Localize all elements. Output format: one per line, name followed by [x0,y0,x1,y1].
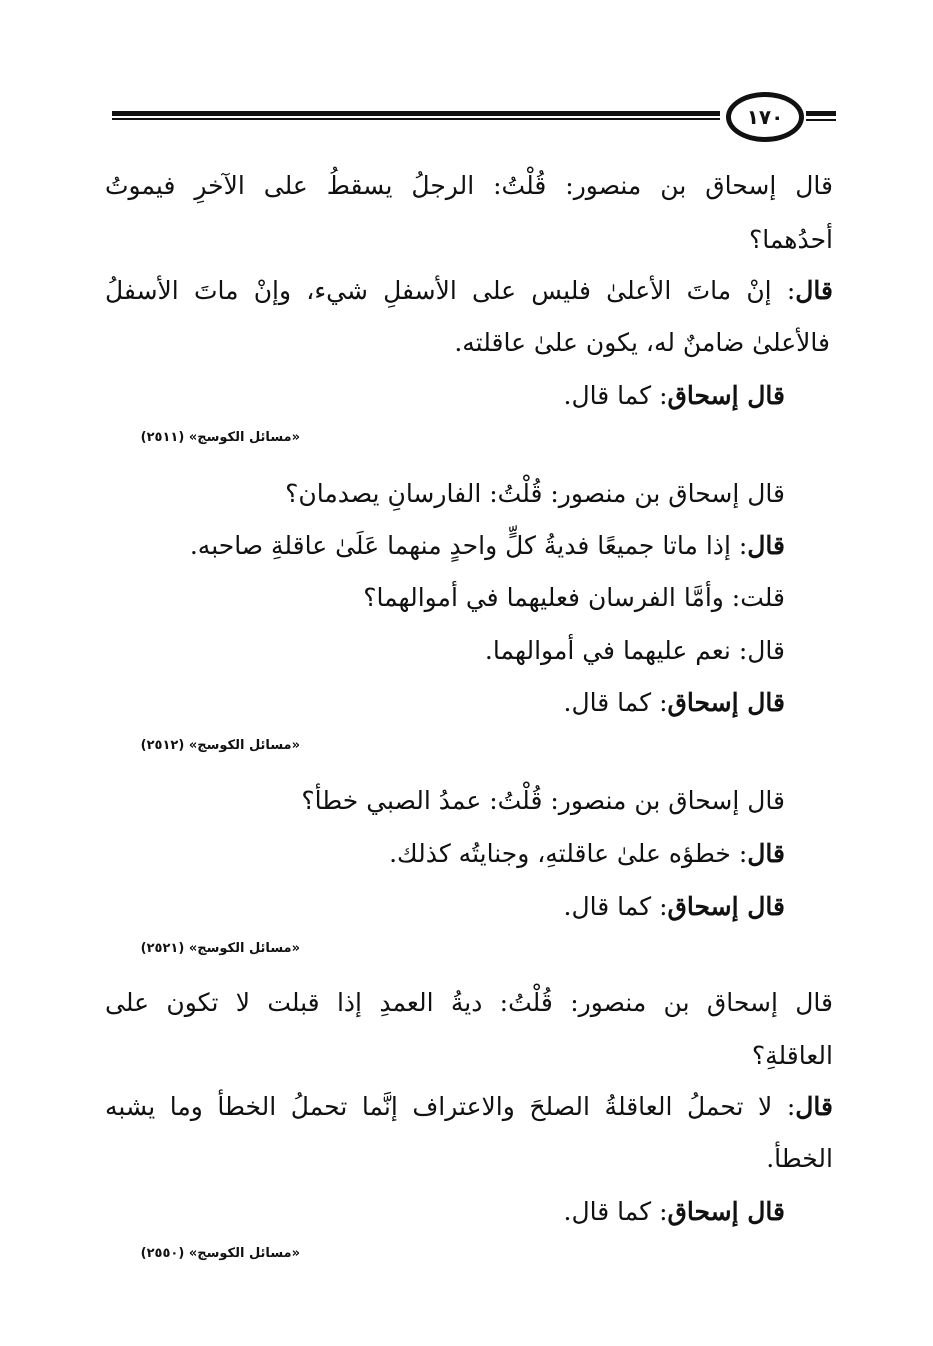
question-line: قال إسحاق بن منصور: قُلْتُ: الرجلُ يسقطُ على الآخرِ فيموتُ [105,171,833,200]
question-line: قال إسحاق بن منصور: قُلْتُ: ديةُ العمدِ إذا قبلت لا تكون على [105,988,833,1017]
question-line-end: العاقلةِ؟ [751,1041,833,1070]
header-rule-end [806,111,836,125]
ishaq-reply: قال إسحاق: كما قال. [563,1197,785,1226]
answer-line: قال: نعم عليهما في أموالهما. [484,636,785,665]
answer-line: قال: إنْ ماتَ الأعلىٰ فليس على الأسفلِ شيء، وإنْ ماتَ الأسفلُ [105,276,833,305]
ishaq-reply: قال إسحاق: كما قال. [563,688,785,717]
citation: «مسائل الكوسج» (٢٥١١) [140,430,300,445]
answer-line: قال: خطؤه علىٰ عاقلتهِ، وجنايتُه كذلك. [389,839,785,868]
question-line: قال إسحاق بن منصور: قُلْتُ: عمدُ الصبي خطأ؟ [301,786,785,815]
ishaq-reply: قال إسحاق: كما قال. [563,892,785,921]
question-line: قال إسحاق بن منصور: قُلْتُ: الفارسانِ يصدمان؟ [285,479,785,508]
answer-line-end: فالأعلىٰ ضامنٌ له، يكون علىٰ عاقلته. [454,328,830,357]
ishaq-reply: قال إسحاق: كما قال. [563,381,785,410]
page-number: ١٧٠ [726,92,804,142]
header-rule [112,108,720,122]
citation: «مسائل الكوسج» (٢٥١٢) [140,738,300,753]
citation: «مسائل الكوسج» (٢٥٥٠) [140,1246,300,1261]
citation: «مسائل الكوسج» (٢٥٢١) [140,941,300,956]
answer-line: قال: لا تحملُ العاقلةُ الصلحَ والاعتراف إنَّما تحملُ الخطأ وما يشبه [105,1092,833,1121]
answer-line: قال: إذا ماتا جميعًا فديةُ كلٍّ واحدٍ منهما عَلَىٰ عاقلةِ صاحبه. [189,531,785,560]
question-line: قلت: وأمَّا الفرسان فعليهما في أموالهما؟ [363,583,785,612]
answer-line-end: الخطأ. [766,1144,833,1173]
question-line-end: أحدُهما؟ [748,225,833,254]
